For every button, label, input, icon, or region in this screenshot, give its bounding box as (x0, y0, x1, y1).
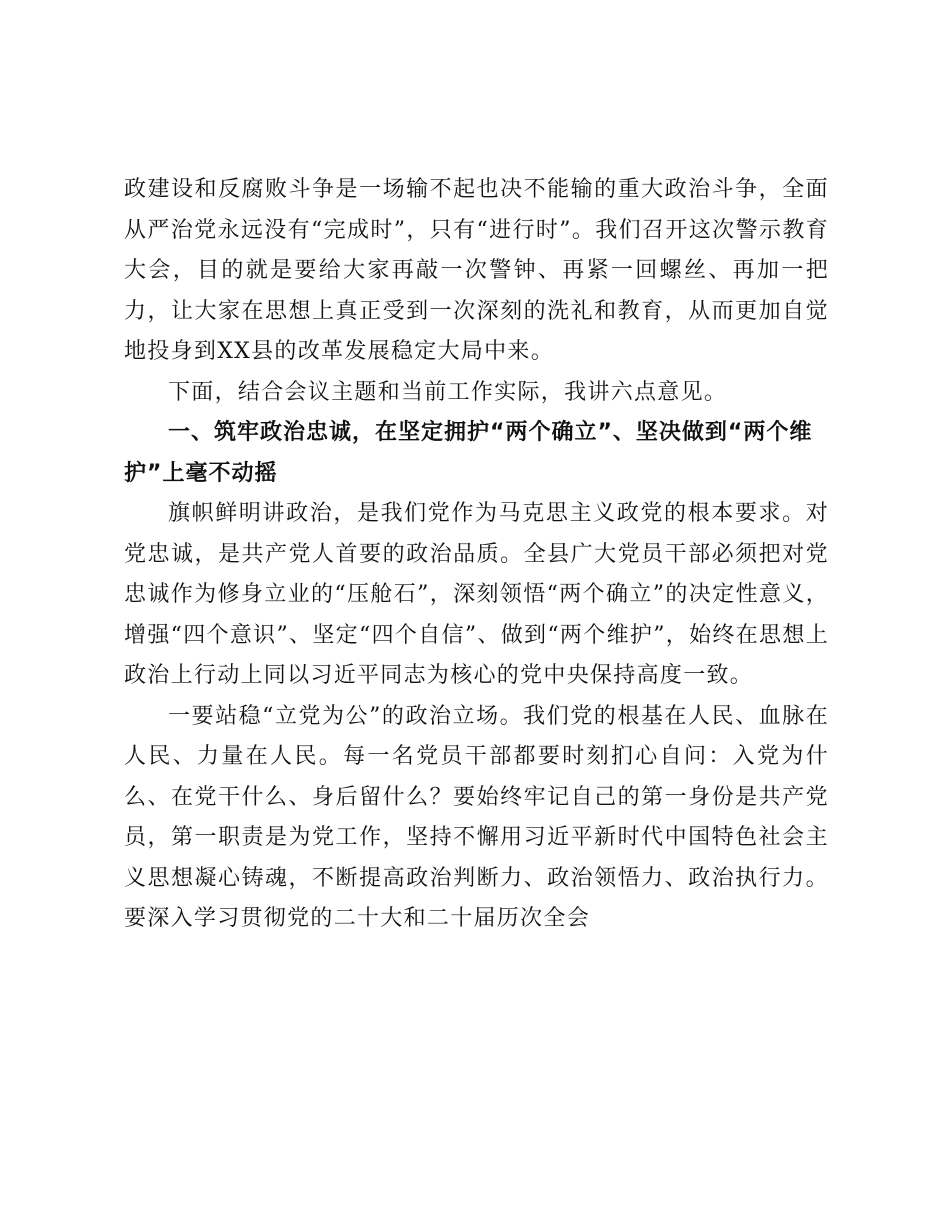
body-paragraph: 旗帜鲜明讲政治，是我们党作为马克思主义政党的根本要求。对党忠诚，是共产党人首要的政治品质。全县广大党员干部必须把对党忠诚作为修身立业的“压舱石”，深刻领悟“两个确立”的决定性意义，增强“四个意识”、坚定“四个自信”、做到“两个维护”，始终在思想上政治上行动上同以习近平同志为核心的党中央保持高度一致。 (124, 501, 829, 688)
body-paragraph: 一要站稳“立党为公”的政治立场。我们党的根基在人民、血脉在人民、力量在人民。每一名党员干部都要时刻扪心自问：入党为什么、在党干什么、身后留什么？要始终牢记自己的第一身份是共产党员，第一职责是为党工作，坚持不懈用习近平新时代中国特色社会主义思想凝心铸魂，不断提高政治判断力、政治领悟力、政治执行力。要深入学习贯彻党的二十大和二十届历次全会 (124, 703, 829, 931)
section-heading: 一、筑牢政治忠诚，在坚定拥护“两个确立”、坚决做到“两个维护”上毫不动摇 (124, 420, 813, 486)
document-body (124, 170, 829, 940)
body-paragraph: 政建设和反腐败斗争是一场输不起也决不能输的重大政治斗争，全面从严治党永远没有“完成时”，只有“进行时”。我们召开这次警示教育大会，目的就是要给大家再敲一次警钟、再紧一回螺丝、再加一把力，让大家在思想上真正受到一次深刻的洗礼和教育，从而更加自觉地投身到XX县的改革发展稳定大局中来。 (124, 177, 829, 364)
body-paragraph: 下面，结合会议主题和当前工作实际，我讲六点意见。 (168, 379, 728, 405)
